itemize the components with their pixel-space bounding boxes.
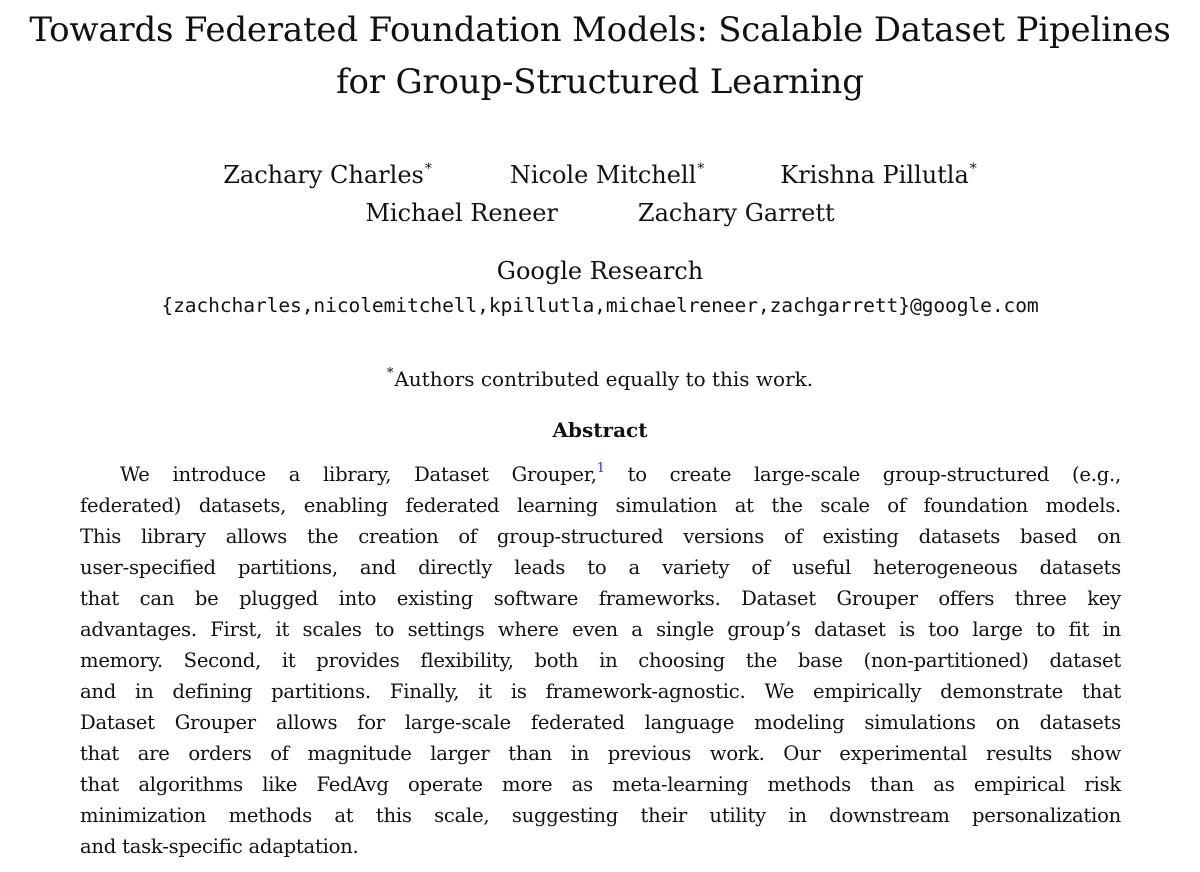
paper-title-line-1: Towards Federated Foundation Models: Scalable Dataset Pipelines [29, 10, 1171, 50]
abstract-line: and in defining partitions. Finally, it is framework-agnostic. We empirically demonstrate that [80, 680, 1121, 703]
equal-contribution-text: Authors contributed equally to this work. [394, 367, 814, 391]
abstract-line [80, 453, 1121, 490]
abstract-line: and task-specific adaptation. [80, 835, 359, 858]
author-row-2 [0, 194, 1200, 232]
equal-contribution-mark: * [697, 161, 705, 177]
author-krishna-pillutla [780, 150, 977, 194]
abstract-body [80, 453, 1121, 862]
abstract-first-line-end: to create large-scale group-structured (e.g., [604, 463, 1121, 486]
abstract-line: minimization methods at this scale, suggesting their utility in downstream personalization [80, 804, 1121, 827]
affiliation: Google Research [496, 257, 704, 285]
abstract-line: that can be plugged into existing software frameworks. Dataset Grouper offers three key [80, 587, 1121, 610]
equal-contribution-mark: * [969, 161, 977, 177]
abstract-line: that are orders of magnitude larger than in previous work. Our experimental results show [80, 742, 1121, 765]
equal-contribution-mark: * [424, 161, 432, 177]
author-michael-reneer [365, 194, 558, 232]
abstract-first-line-start: We introduce a library, Dataset Grouper, [120, 463, 597, 486]
paper-title [0, 4, 1200, 108]
paper-title-line-2: for Group-Structured Learning [336, 62, 864, 102]
abstract-line: that algorithms like FedAvg operate more as meta-learning methods than as empirical risk [80, 773, 1121, 796]
footnote-link[interactable]: 1 [596, 461, 605, 476]
author-list [0, 150, 1200, 232]
abstract-line: advantages. First, it scales to settings where even a single group’s dataset is too large to fit in [80, 618, 1121, 641]
author-name: Michael Reneer [365, 199, 558, 227]
author-nicole-mitchell [510, 150, 704, 194]
author-name: Zachary Charles [223, 161, 424, 189]
abstract-line: federated) datasets, enabling federated learning simulation at the scale of foundation models. [80, 494, 1121, 517]
author-name: Krishna Pillutla [780, 161, 969, 189]
abstract-line: Dataset Grouper allows for large-scale federated language modeling simulations on datasets [80, 711, 1121, 734]
author-zachary-garrett [638, 194, 835, 232]
author-row-1 [0, 150, 1200, 194]
equal-contribution-mark: * [386, 366, 394, 381]
abstract-line: This library allows the creation of group-structured versions of existing datasets based on [80, 525, 1121, 548]
author-name: Zachary Garrett [637, 199, 835, 227]
abstract-line: memory. Second, it provides flexibility, both in choosing the base (non-partitioned) dataset [80, 649, 1121, 672]
abstract-heading: Abstract [552, 418, 648, 442]
author-zachary-charles [223, 150, 432, 194]
author-emails: {zachcharles,nicolemitchell,kpillutla,michaelreneer,zachgarrett}@google.com [161, 294, 1039, 317]
equal-contribution-note [0, 358, 1200, 395]
abstract-line: user-specified partitions, and directly leads to a variety of useful heterogeneous datasets [80, 556, 1121, 579]
author-name: Nicole Mitchell [509, 161, 697, 189]
